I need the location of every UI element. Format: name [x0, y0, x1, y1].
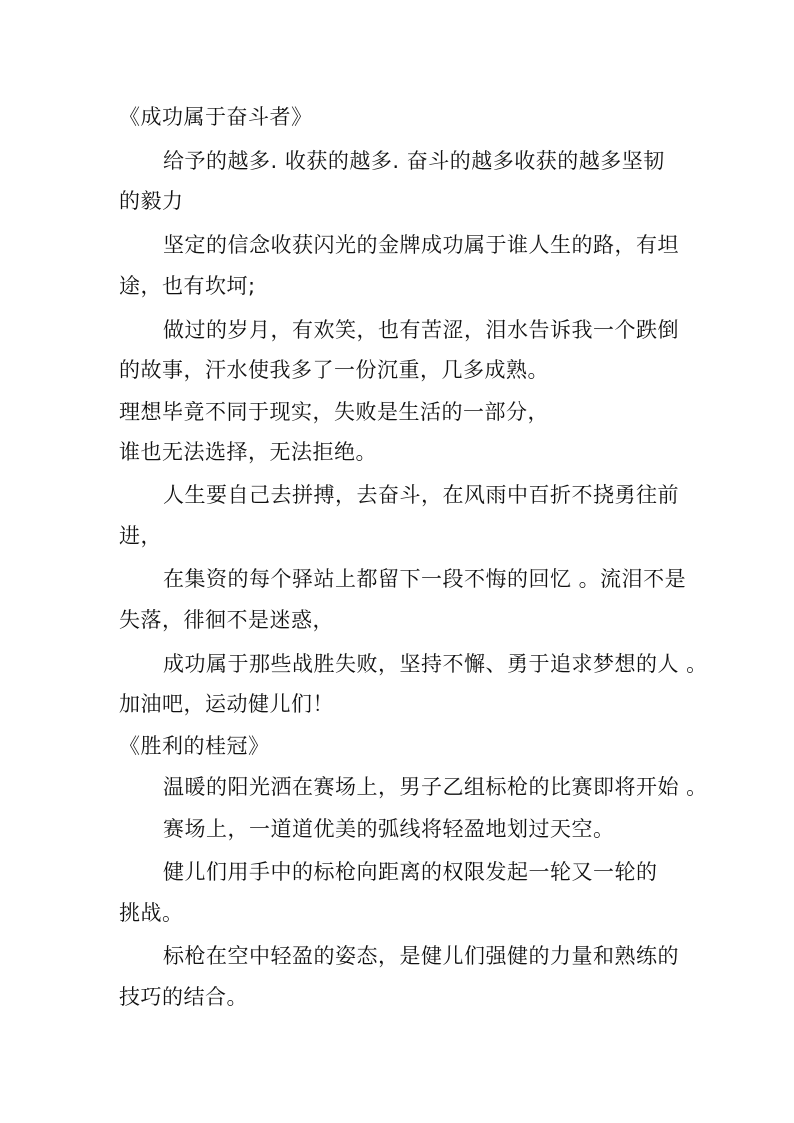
paragraph-line: 赛场上，一道道优美的弧线将轻盈地划过天空。 — [163, 817, 615, 841]
paragraph-line: 理想毕竟不同于现实，失败是生活的一部分， — [119, 400, 549, 424]
paragraph-line: 坚定的信念收获闪光的金牌成功属于谁人生的路，有坦 — [163, 233, 679, 257]
paragraph-line: 在集资的每个驿站上都留下一段不悔的回忆 。流泪不是 — [163, 567, 687, 591]
paragraph-line: 健儿们用手中的标枪向距离的权限发起一轮又一轮的 — [163, 860, 658, 884]
essay-title-1: 《成功属于奋斗者》 — [119, 105, 313, 129]
paragraph-line: 给予的越多. 收获的越多. 奋斗的越多收获的越多坚韧 — [163, 149, 665, 173]
paragraph-line: 温暖的阳光洒在赛场上，男子乙组标枪的比赛即将开始 。 — [163, 775, 708, 799]
paragraph-line: 谁也无法选择，无法拒绝。 — [119, 440, 377, 464]
paragraph-line: 途，也有坎坷; — [119, 274, 256, 298]
paragraph-line: 加油吧，运动健儿们！ — [119, 692, 334, 716]
paragraph-line: 做过的岁月，有欢笑，也有苦涩，泪水告诉我一个跌倒 — [163, 318, 679, 342]
paragraph-line: 的故事，汗水使我多了一份沉重，几多成熟。 — [119, 358, 549, 382]
paragraph-line: 挑战。 — [119, 901, 184, 925]
paragraph-line: 的毅力 — [119, 189, 184, 213]
paragraph-line: 失落，徘徊不是迷惑， — [119, 608, 334, 632]
paragraph-line: 人生要自己去拼搏，去奋斗，在风雨中百折不挠勇往前 — [163, 483, 679, 507]
paragraph-line: 标枪在空中轻盈的姿态，是健儿们强健的力量和熟练的 — [163, 944, 679, 968]
essay-title-2: 《胜利的桂冠》 — [119, 734, 270, 758]
paragraph-line: 成功属于那些战胜失败，坚持不懈、勇于追求梦想的人 。 — [163, 652, 708, 676]
paragraph-line: 技巧的结合。 — [119, 985, 248, 1009]
paragraph-line: 进， — [119, 524, 162, 548]
